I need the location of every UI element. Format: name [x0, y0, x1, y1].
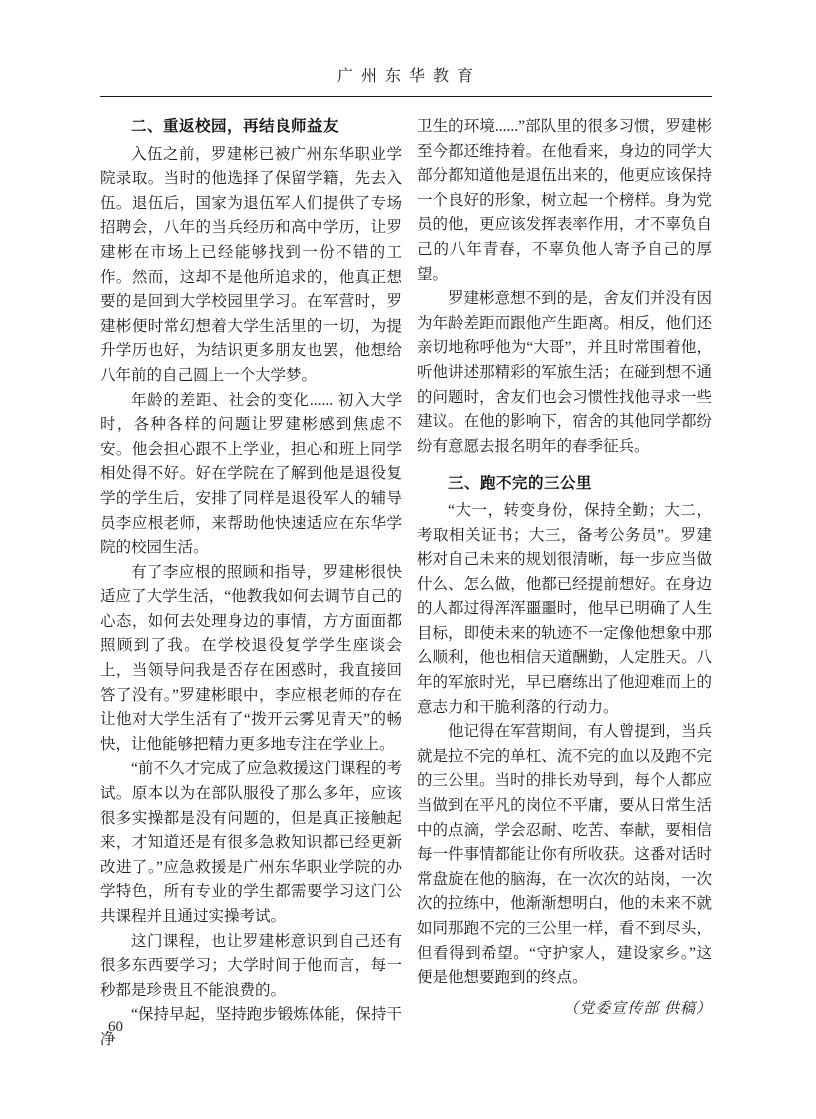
journal-title: 广 州 东 华 教 育: [336, 68, 475, 85]
attribution-line: （党委宣传部 供稿）: [563, 1000, 712, 1017]
paragraph: “前不久才完成了应急救援这门课程的考试。原本以为在部队服役了那么多年，应该很多实操都是没有问题的，但是真正接触起来，才知道还是有很多急救知识都已经更新改进了。”应急救援是广州东华职业学院的办学特色，所有专业的学生都需要学习这门公共课程并且通过实操考试。: [100, 760, 402, 925]
paragraph: 入伍之前，罗建彬已被广州东华职业学院录取。当时的他选择了保留学籍，先去入伍。退伍后，国家为退伍军人们提供了专场招聘会，八年的当兵经历和高中学历，让罗建彬在市场上已经能够找到一份不错的工作。然而，这却不是他所追求的，他真正想要的是回到大学校园里学习。在军营时，罗建彬便时常幻想着大学生活里的一切，为提升学历也好，为结识更多朋友也罢，他想给八年前的自己圆上一个大学梦。: [100, 145, 402, 384]
header-rule: [100, 96, 712, 97]
article-body: [100, 115, 712, 1053]
section-heading-3: 三、跑不完的三公里: [448, 475, 593, 493]
paragraph-continuation: 卫生的环境......”部队里的很多习惯，罗建彬至今都还维持着。在他看来，身边的同学大部分都知道他是退伍出来的，他更应该保持一个良好的形象，树立起一个榜样。身为党员的他，更应该发挥表率作用，才不辜负自己的八年青春，不辜负他人寄予自己的厚望。: [417, 118, 712, 283]
paragraph: 他记得在军营期间，有人曾提到，当兵就是拉不完的单杠、流不完的血以及跑不完的三公里。当时的排长劝导到，每个人都应当做到在平凡的岗位不平庸，要从日常生活中的点滴，学会忍耐、吃苦、奉献，要相信每一件事情都能让你有所收获。这番对话时常盘旋在他的脑海，在一次次的站岗，一次次的拉练中，他渐渐想明白，他的未来不就如同那跑不完的三公里一样，看不到尽头，但看得到希望。“守护家人，建设家乡。”这便是他想要跑到的终点。: [417, 723, 712, 987]
page-number: 60: [108, 1019, 123, 1035]
paragraph: 这门课程，也让罗建彬意识到自己还有很多东西要学习；大学时间于他而言，每一秒都是珍贵且不能浪费的。: [100, 932, 402, 999]
paragraph: 罗建彬意想不到的是，舍友们并没有因为年龄差距而跟他产生距离。相反，他们还亲切地称呼他为“大哥”，并且时常围着他，听他讲述那精彩的军旅生活；在碰到想不通的问题时，舍友们也会习惯性找他寻求一些建议。在他的影响下，宿舍的其他同学都纷纷有意愿去报名明年的春季征兵。: [417, 290, 712, 455]
left-column: [100, 115, 402, 1053]
right-column: [417, 115, 712, 1053]
paragraph: 年龄的差距、社会的变化...... 初入大学时，各种各样的问题让罗建彬感到焦虑不安。他会担心跟不上学业，担心和班上同学相处得不好。好在学院在了解到他是退役复学的学生后，安排了同样是退役军人的辅导员李应根老师，来帮助他快速适应在东华学院的校园生活。: [100, 391, 402, 557]
paragraph: 有了李应根的照顾和指导，罗建彬很快适应了大学生活，“他教我如何去调节自己的心态，如何去处理身边的事情，方方面面都照顾到了我。在学校退役复学学生座谈会上，当领导问我是否存在困惑时，我直接回答了没有。”罗建彬眼中，李应根老师的存在让他对大学生活有了“拨开云雾见青天”的畅快，让他能够把精力更多地专注在学业上。: [100, 563, 402, 753]
paragraph: “大一，转变身份，保持全勤；大二，考取相关证书；大三，备考公务员”。罗建彬对自己未来的规划很清晰，每一步应当做什么、怎么做，他都已经提前想好。在身边的人都过得浑浑噩噩时，他早已明确了人生目标，即使未来的轨迹不一定像他想象中那么顺利，他也相信天道酬勤，人定胜天。八年的军旅时光，早已磨练出了他迎难而上的意志力和干脆利落的行动力。: [417, 501, 712, 716]
paragraph: “保持早起，坚持跑步锻炼体能，保持干净: [100, 1006, 402, 1048]
section-heading-2: 二、重返校园，再结良师益友: [131, 118, 340, 135]
